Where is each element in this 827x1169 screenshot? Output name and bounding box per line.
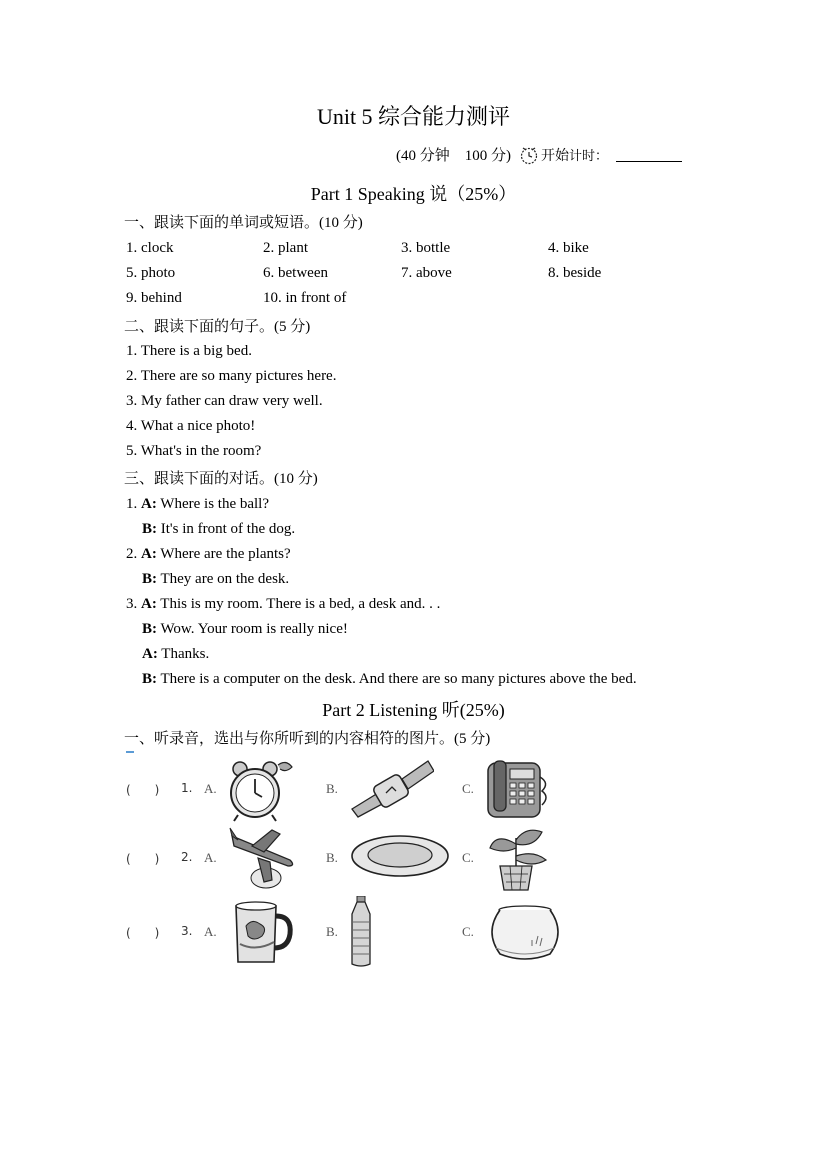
option-c-label: C. (462, 781, 474, 796)
option-a-label: A. (204, 850, 217, 865)
part2-sec1-heading: 一、听录音，选出与你所听到的内容相符的图片。(5 分) (124, 731, 491, 747)
dialog-line: 2. A: Where are the plants? (126, 546, 291, 562)
sentence-item: 4. What a nice photo! (126, 418, 256, 434)
dialog-line: 3. A: This is my room. There is a bed, a desk and. . . (126, 596, 441, 612)
water-bottle-icon[interactable] (348, 896, 374, 973)
wristwatch-icon[interactable] (348, 757, 434, 824)
part1-sec2-heading: 二、跟读下面的句子。(5 分) (124, 319, 311, 335)
timer-blank[interactable] (616, 147, 682, 162)
dialog-line: B: There is a computer on the desk. And there are so many pictures above the bed. (142, 671, 637, 687)
potted-plant-icon[interactable] (486, 826, 548, 897)
word-item: 6. between (263, 265, 328, 281)
exam-info: (40 分钟 100 分) (396, 148, 511, 164)
sentence-item: 5. What's in the room? (126, 443, 262, 459)
text-cursor-mark (126, 751, 134, 753)
option-b-label: B. (326, 924, 338, 939)
plate-icon[interactable] (350, 834, 450, 885)
exam-meta (396, 144, 682, 165)
option-b-label: B. (326, 781, 338, 796)
sentence-item: 3. My father can draw very well. (126, 393, 323, 409)
word-item: 5. photo (126, 265, 176, 281)
answer-paren[interactable]: ( ) (126, 783, 160, 797)
answer-paren[interactable]: ( ) (126, 926, 160, 940)
page-title: Unit 5 综合能力测评 (316, 104, 511, 129)
sentence-item: 2. There are so many pictures here. (126, 368, 337, 384)
question-number: 2. (181, 850, 193, 864)
dialog-line: 1. A: Where is the ball? (126, 496, 270, 512)
answer-paren[interactable]: ( ) (126, 852, 160, 866)
word-item: 1. clock (126, 240, 174, 256)
word-item: 7. above (401, 265, 452, 281)
dialog-line: B: Wow. Your room is really nice! (142, 621, 348, 637)
part1-heading: Part 1 Speaking 说（25%） (310, 184, 517, 204)
word-item: 9. behind (126, 290, 182, 306)
part2-heading: Part 2 Listening 听(25%) (322, 700, 505, 720)
option-a-label: A. (204, 781, 217, 796)
timer-icon (519, 145, 539, 165)
sentence-item: 1. There is a big bed. (126, 343, 252, 359)
option-a-label: A. (204, 924, 217, 939)
start-label: 开始 (541, 147, 569, 164)
word-item: 10. in front of (263, 290, 347, 306)
option-c-label: C. (462, 850, 474, 865)
timer-label: 计时： (569, 149, 609, 164)
word-item: 2. plant (263, 240, 308, 256)
telephone-icon[interactable] (484, 757, 552, 826)
word-item: 8. beside (548, 265, 602, 281)
dialog-line: B: They are on the desk. (142, 571, 290, 587)
mug-icon[interactable] (230, 900, 294, 971)
airplane-icon[interactable] (228, 826, 298, 897)
option-b-label: B. (326, 850, 338, 865)
question-number: 3. (181, 924, 193, 938)
part1-sec3-heading: 三、跟读下面的对话。(10 分) (124, 471, 318, 487)
option-c-label: C. (462, 924, 474, 939)
question-number: 1. (181, 781, 193, 795)
alarm-clock-icon[interactable] (226, 757, 298, 828)
fish-bowl-icon[interactable] (486, 904, 564, 967)
dialog-line: B: It's in front of the dog. (142, 521, 296, 537)
dialog-line: A: Thanks. (142, 646, 210, 662)
part1-sec1-heading: 一、跟读下面的单词或短语。(10 分) (124, 215, 363, 231)
word-item: 4. bike (548, 240, 589, 256)
word-item: 3. bottle (401, 240, 451, 256)
